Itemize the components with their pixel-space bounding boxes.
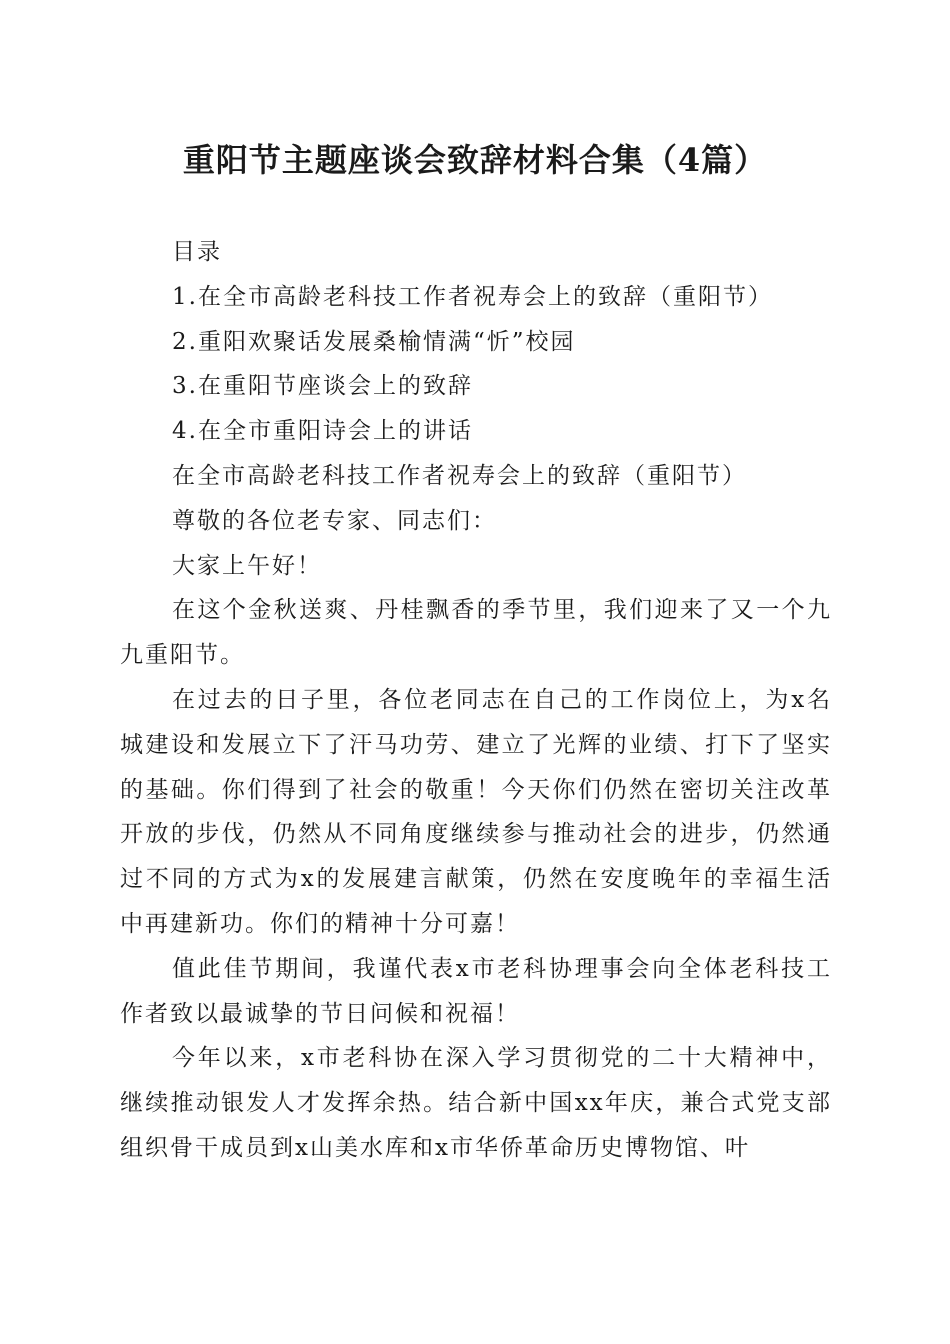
body-paragraph: 今年以来，x市老科协在深入学习贯彻党的二十大精神中，继续推动银发人才发挥余热。结合新中国xx年庆，兼合式党支部组织骨干成员到x山美水库和x市华侨革命历史博物馆、叶 <box>120 1045 832 1161</box>
body-paragraph: 在过去的日子里，各位老同志在自己的工作岗位上，为x名城建设和发展立下了汗马功劳、建立了光辉的业绩、打下了坚实的基础。你们得到了社会的敬重！今天你们仍然在密切关注改革开放的步伐，仍然从不同角度继续参与推动社会的进步，仍然通过不同的方式为x的发展建言献策，仍然在安度晚年的幸福生活中再建新功。你们的精神十分可嘉！ <box>120 686 832 937</box>
body-paragraph: 值此佳节期间，我谨代表x市老科协理事会向全体老科技工作者致以最诚挚的节日问候和祝福！ <box>120 955 832 1027</box>
document-title: 重阳节主题座谈会致辞材料合集（4篇） <box>182 141 768 179</box>
document-body <box>120 230 832 1171</box>
toc-item: 4.在全市重阳诗会上的讲话 <box>172 418 473 445</box>
toc-heading: 目录 <box>172 239 222 265</box>
toc-item: 2.重阳欢聚话发展桑榆情满“忻”校园 <box>172 328 576 355</box>
greeting: 大家上午好！ <box>172 552 322 579</box>
section-title: 在全市高龄老科技工作者祝寿会上的致辞（重阳节） <box>172 462 747 489</box>
body-paragraph: 在这个金秋送爽、丹桂飘香的季节里，我们迎来了又一个九九重阳节。 <box>120 597 832 669</box>
toc-item: 1.在全市高龄老科技工作者祝寿会上的致辞（重阳节） <box>172 283 773 310</box>
toc-item: 3.在重阳节座谈会上的致辞 <box>172 373 473 400</box>
salutation: 尊敬的各位老专家、同志们： <box>172 507 497 534</box>
